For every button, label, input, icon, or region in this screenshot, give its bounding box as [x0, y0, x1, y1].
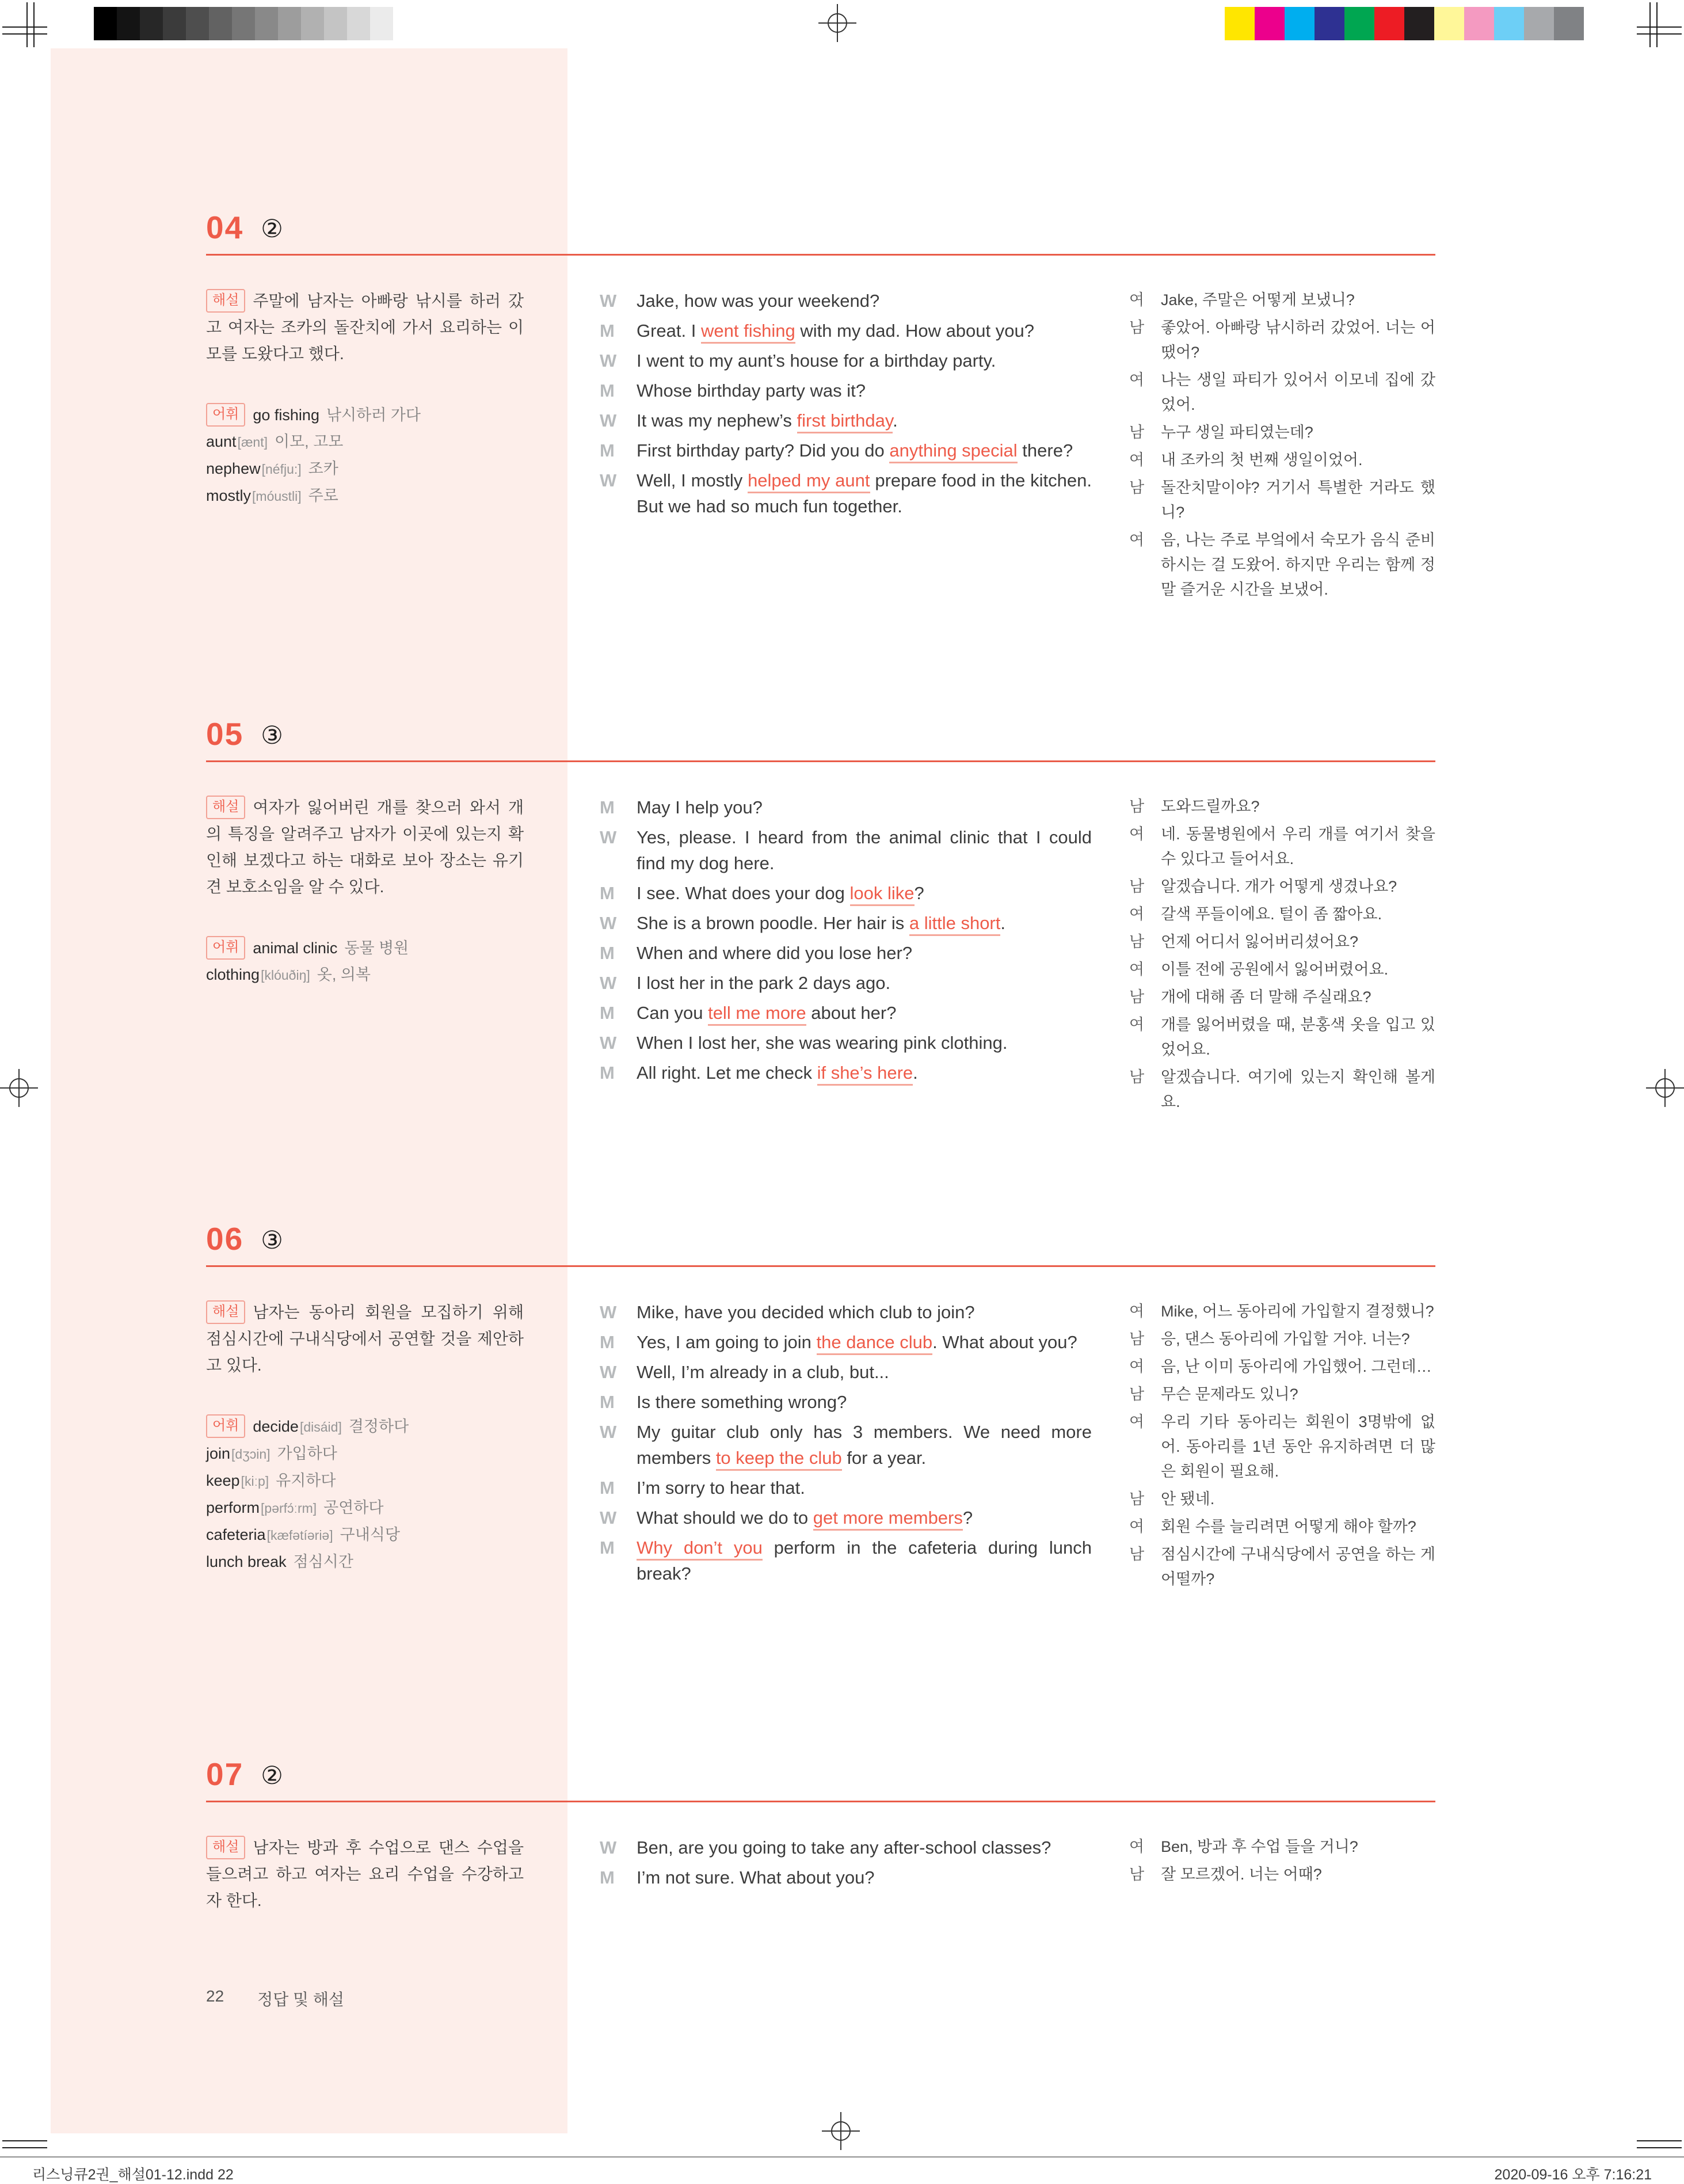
- vocab-word: lunch break: [206, 1553, 287, 1570]
- answer-number: ②: [261, 215, 283, 243]
- translation-row: [1129, 528, 1435, 602]
- translation-column: [1129, 1299, 1435, 1595]
- translation-text: 내 조카의 첫 번째 생일이었어.: [1161, 451, 1363, 469]
- dialogue-text: Yes, I am going to join the dance club. What about you?: [637, 1329, 1092, 1355]
- vocab-pronunciation: [kæfətíəriə]: [266, 1528, 333, 1543]
- translation-text: 응, 댄스 동아리에 가입할 거야. 너는?: [1161, 1330, 1410, 1348]
- translation-speaker: 여: [1129, 451, 1145, 469]
- dialogue-text: I lost her in the park 2 days ago.: [637, 973, 891, 993]
- page-footer: [206, 1987, 344, 2010]
- explanation-text: 해설 주말에 남자는 아빠랑 낚시를 하러 갔고 여자는 조카의 돌잔치에 가서 요리하는 이모를 도왔다고 했다.: [206, 288, 524, 367]
- dialogue-row: [600, 1030, 1092, 1056]
- vocab-entry: [206, 1413, 524, 1440]
- translation-speaker: 남: [1129, 424, 1145, 441]
- section-divider: [206, 1801, 1435, 1802]
- speaker-label: M: [600, 381, 615, 401]
- print-datetime: 2020-09-16 오후 7:16:21: [1494, 2167, 1652, 2183]
- section-heading: [206, 717, 1435, 751]
- section-number: 07: [206, 1756, 244, 1792]
- vocab-entry: [206, 1521, 524, 1548]
- section-divider: [206, 254, 1435, 256]
- vocab-meaning: 유지하다: [276, 1472, 336, 1489]
- speaker-label: W: [600, 913, 617, 933]
- dialogue-row: [600, 1359, 1092, 1385]
- dialogue-row: [600, 824, 1092, 876]
- speaker-label: W: [600, 1362, 617, 1382]
- translation-row: [1129, 448, 1435, 473]
- translation-text: 안 됐네.: [1161, 1490, 1215, 1508]
- translation-speaker: 남: [1129, 1068, 1145, 1086]
- section-divider: [206, 1265, 1435, 1267]
- translation-text: 음, 나는 주로 부엌에서 숙모가 음식 준비하시는 걸 도왔어. 하지만 우리는 함께 정말 즐거운 시간을 보냈어.: [1161, 531, 1435, 598]
- dialogue-text: My guitar club only has 3 members. We need more members to keep the club for a year.: [637, 1419, 1092, 1471]
- translation-speaker: 남: [1129, 1386, 1145, 1403]
- translation-speaker: 여: [1129, 1358, 1145, 1375]
- translation-speaker: 여: [1129, 531, 1145, 549]
- translation-text: 음, 난 이미 동아리에 가입했어. 그런데…: [1161, 1358, 1432, 1375]
- vocab-meaning: 주로: [308, 487, 338, 504]
- dialogue-row: [600, 437, 1092, 463]
- answer-number: ②: [261, 1762, 283, 1790]
- dialogue-column: [600, 1835, 1092, 1914]
- vocab-list: [206, 935, 524, 988]
- translation-row: [1129, 902, 1435, 927]
- translation-speaker: 여: [1129, 905, 1145, 923]
- section-06: [206, 1222, 1435, 1595]
- highlighted-phrase: the dance club: [817, 1332, 933, 1355]
- translation-row: [1129, 1327, 1435, 1352]
- translation-speaker: 여: [1129, 1838, 1145, 1855]
- translation-row: [1129, 1835, 1435, 1859]
- speaker-label: W: [600, 1302, 617, 1322]
- dialogue-text: Jake, how was your weekend?: [637, 291, 880, 311]
- translation-text: 회원 수를 늘리려면 어떻게 해야 할까?: [1161, 1518, 1416, 1535]
- dialogue-text: Well, I mostly helped my aunt prepare food in the kitchen. But we had so much fun together.: [637, 470, 1092, 516]
- vocab-meaning: 점심시간: [293, 1553, 353, 1570]
- vocab-word: mostly: [206, 487, 252, 504]
- dialogue-row: [600, 1329, 1092, 1355]
- answer-number: ③: [261, 722, 283, 749]
- translation-speaker: 여: [1129, 1016, 1145, 1033]
- explanation-tag: 해설: [206, 289, 245, 313]
- translation-row: [1129, 1862, 1435, 1887]
- vocab-meaning: 결정하다: [348, 1418, 409, 1435]
- speaker-label: W: [600, 291, 617, 311]
- highlighted-phrase: anything special: [889, 440, 1017, 463]
- vocab-list: [206, 402, 524, 509]
- translation-column: [1129, 288, 1435, 605]
- translation-speaker: 남: [1129, 798, 1145, 815]
- translation-row: [1129, 368, 1435, 417]
- speaker-label: W: [600, 973, 617, 993]
- translation-row: [1129, 957, 1435, 982]
- section-divider: [206, 760, 1435, 762]
- translation-text: 무슨 문제라도 있니?: [1161, 1386, 1298, 1403]
- translation-row: [1129, 1542, 1435, 1592]
- vocab-meaning: 공연하다: [323, 1499, 384, 1516]
- speaker-label: W: [600, 1508, 617, 1528]
- dialogue-text: When and where did you lose her?: [637, 943, 913, 963]
- trim-mark: [2, 33, 47, 35]
- dialogue-column: [600, 288, 1092, 605]
- translation-text: Jake, 주말은 어떻게 보냈니?: [1161, 291, 1355, 309]
- dialogue-row: [600, 348, 1092, 374]
- section-number: 04: [206, 210, 244, 245]
- trim-mark: [2, 2147, 47, 2148]
- translation-text: 이틀 전에 공원에서 잃어버렸어요.: [1161, 961, 1389, 978]
- translation-speaker: 남: [1129, 1866, 1145, 1883]
- translation-text: Ben, 방과 후 수업 들을 거니?: [1161, 1838, 1358, 1855]
- translation-row: [1129, 1354, 1435, 1379]
- dialogue-row: [600, 1389, 1092, 1415]
- vocab-word: clothing: [206, 966, 260, 983]
- dialogue-row: [600, 318, 1092, 344]
- speaker-label: M: [600, 1867, 615, 1888]
- vocab-entry: [206, 402, 524, 428]
- translation-text: 개를 잃어버렸을 때, 분홍색 옷을 입고 있었어요.: [1161, 1016, 1435, 1058]
- speaker-label: M: [600, 440, 615, 461]
- section-number: 06: [206, 1221, 244, 1257]
- speaker-label: M: [600, 1478, 615, 1498]
- print-filename: 리스닝큐2권_해설01-12.indd 22: [32, 2167, 234, 2183]
- vocab-meaning: 가입하다: [277, 1445, 337, 1462]
- translation-row: [1129, 794, 1435, 819]
- translation-row: [1129, 315, 1435, 365]
- translation-row: [1129, 1013, 1435, 1062]
- translation-speaker: 여: [1129, 825, 1145, 843]
- speaker-label: M: [600, 321, 615, 341]
- translation-text: 좋았어. 아빠랑 낚시하러 갔었어. 너는 어땠어?: [1161, 319, 1435, 361]
- dialogue-row: [600, 1835, 1092, 1860]
- vocab-word: perform: [206, 1499, 260, 1516]
- vocab-tag: 어휘: [206, 1414, 245, 1438]
- translation-speaker: 남: [1129, 1330, 1145, 1348]
- explanation-tag: 해설: [206, 796, 245, 819]
- dialogue-text: Ben, are you going to take any after-school classes?: [637, 1837, 1051, 1858]
- translation-text: 돌잔치말이야? 거기서 특별한 거라도 했니?: [1161, 479, 1435, 521]
- speaker-label: M: [600, 943, 615, 963]
- dialogue-row: [600, 1865, 1092, 1890]
- speaker-label: M: [600, 1392, 615, 1412]
- vocab-pronunciation: [néfju:]: [261, 462, 302, 477]
- speaker-label: M: [600, 883, 615, 903]
- trim-mark: [33, 2, 35, 47]
- translation-text: 나는 생일 파티가 있어서 이모네 집에 갔었어.: [1161, 371, 1435, 413]
- explanation-column: [206, 1835, 524, 1914]
- dialogue-row: [600, 1535, 1092, 1586]
- dialogue-column: [600, 794, 1092, 1117]
- section-heading: [206, 1222, 1435, 1256]
- vocab-entry: [206, 935, 524, 961]
- vocab-word: aunt: [206, 433, 237, 450]
- dialogue-text: Yes, please. I heard from the animal clinic that I could find my dog here.: [637, 827, 1092, 873]
- dialogue-row: [600, 1060, 1092, 1086]
- trim-mark: [2, 2140, 47, 2141]
- translation-speaker: 여: [1129, 1303, 1145, 1320]
- explanation-column: [206, 794, 524, 1117]
- vocab-word: join: [206, 1445, 231, 1462]
- translation-row: [1129, 1410, 1435, 1484]
- highlighted-phrase: Why don’t you: [637, 1538, 763, 1561]
- dialogue-text: Great. I went fishing with my dad. How about you?: [637, 318, 1092, 344]
- translation-speaker: 여: [1129, 1518, 1145, 1535]
- speaker-label: W: [600, 1033, 617, 1053]
- dialogue-text: Can you tell me more about her?: [637, 1000, 1092, 1026]
- section-07: [206, 1757, 1435, 1914]
- dialogue-text: First birthday party? Did you do anything special there?: [637, 437, 1092, 463]
- translation-text: 잘 모르겠어. 너는 어때?: [1161, 1866, 1322, 1883]
- vocab-entry: [206, 1548, 524, 1575]
- vocab-list: [206, 1413, 524, 1575]
- explanation-column: [206, 1299, 524, 1595]
- trim-mark: [1649, 2, 1651, 47]
- translation-speaker: 여: [1129, 1413, 1145, 1430]
- translation-text: 알겠습니다. 개가 어떻게 생겼나요?: [1161, 878, 1397, 895]
- vocab-meaning: 조카: [308, 460, 338, 477]
- translation-row: [1129, 1382, 1435, 1407]
- dialogue-text: May I help you?: [637, 797, 763, 817]
- vocab-meaning: 이모, 고모: [274, 433, 344, 450]
- translation-speaker: 남: [1129, 1546, 1145, 1563]
- trim-mark: [2, 26, 47, 28]
- trim-mark: [1637, 33, 1682, 35]
- explanation-text: 해설 남자는 방과 후 수업으로 댄스 수업을 들으려고 하고 여자는 요리 수업을 수강하고자 한다.: [206, 1835, 524, 1914]
- trim-mark: [1637, 2140, 1682, 2141]
- highlighted-phrase: helped my aunt: [748, 470, 870, 493]
- section-body: [206, 1835, 1435, 1914]
- section-05: [206, 717, 1435, 1117]
- translation-row: [1129, 1065, 1435, 1114]
- translation-text: 도와드릴까요?: [1161, 798, 1260, 815]
- highlighted-phrase: tell me more: [708, 1003, 806, 1026]
- translation-row: [1129, 1487, 1435, 1512]
- answer-number: ③: [261, 1227, 283, 1254]
- vocab-word: decide: [253, 1418, 299, 1435]
- translation-row: [1129, 930, 1435, 954]
- speaker-label: W: [600, 1837, 617, 1858]
- highlighted-phrase: get more members: [813, 1508, 963, 1531]
- explanation-tag: 해설: [206, 1300, 245, 1324]
- dialogue-text: I’m sorry to hear that.: [637, 1478, 805, 1498]
- section-number: 05: [206, 716, 244, 752]
- print-rule: [0, 2156, 1684, 2158]
- speaker-label: M: [600, 1538, 615, 1558]
- translation-row: [1129, 288, 1435, 313]
- dialogue-row: [600, 1475, 1092, 1501]
- vocab-entry: [206, 1494, 524, 1521]
- translation-row: [1129, 1299, 1435, 1324]
- dialogue-row: [600, 467, 1092, 519]
- translation-text: 알겠습니다. 여기에 있는지 확인해 볼게요.: [1161, 1068, 1435, 1110]
- translation-speaker: 남: [1129, 1490, 1145, 1508]
- dialogue-row: [600, 1299, 1092, 1325]
- highlighted-phrase: went fishing: [701, 321, 795, 344]
- highlighted-phrase: look like: [850, 883, 915, 906]
- translation-speaker: 남: [1129, 319, 1145, 336]
- dialogue-text: What should we do to get more members?: [637, 1505, 1092, 1531]
- translation-speaker: 여: [1129, 371, 1145, 389]
- translation-row: [1129, 822, 1435, 872]
- dialogue-row: [600, 1419, 1092, 1471]
- dialogue-text: All right. Let me check if she’s here.: [637, 1060, 1092, 1086]
- footer-label: 정답 및 해설: [257, 1991, 344, 2008]
- translation-text: Mike, 어느 동아리에 가입할지 결정했니?: [1161, 1303, 1434, 1320]
- translation-speaker: 남: [1129, 988, 1145, 1006]
- explanation-tag: 해설: [206, 1836, 245, 1859]
- vocab-entry: [206, 961, 524, 988]
- vocab-entry: [206, 482, 524, 509]
- trim-mark: [26, 2, 28, 47]
- dialogue-text: Mike, have you decided which club to join?: [637, 1302, 975, 1322]
- vocab-entry: [206, 455, 524, 482]
- translation-text: 네. 동물병원에서 우리 개를 여기서 찾을 수 있다고 들어서요.: [1161, 825, 1435, 867]
- translation-text: 점심시간에 구내식당에서 공연을 하는 게 어떨까?: [1161, 1546, 1435, 1588]
- dialogue-row: [600, 970, 1092, 996]
- dialogue-row: [600, 1505, 1092, 1531]
- dialogue-text: Whose birthday party was it?: [637, 381, 866, 401]
- section-body: [206, 288, 1435, 605]
- dialogue-text: Why don’t you perform in the cafeteria during lunch break?: [637, 1538, 1092, 1584]
- explanation-column: [206, 288, 524, 605]
- dialogue-row: [600, 378, 1092, 404]
- explanation-text: 해설 남자는 동아리 회원을 모집하기 위해 점심시간에 구내식당에서 공연할 것을 제안하고 있다.: [206, 1299, 524, 1379]
- translation-row: [1129, 420, 1435, 445]
- vocab-entry: [206, 428, 524, 455]
- section-body: [206, 1299, 1435, 1595]
- dialogue-row: [600, 910, 1092, 936]
- highlighted-phrase: if she’s here: [817, 1063, 913, 1086]
- vocab-meaning: 동물 병원: [344, 939, 409, 957]
- section-04: [206, 210, 1435, 605]
- dialogue-row: [600, 880, 1092, 906]
- dialogue-text: Is there something wrong?: [637, 1392, 847, 1412]
- highlighted-phrase: a little short: [909, 913, 1001, 936]
- dialogue-text: She is a brown poodle. Her hair is a little short.: [637, 910, 1092, 936]
- dialogue-text: Well, I’m already in a club, but...: [637, 1362, 889, 1382]
- speaker-label: W: [600, 410, 617, 431]
- vocab-pronunciation: [móustli]: [252, 489, 302, 504]
- translation-text: 우리 기타 동아리는 회원이 3명밖에 없어. 동아리를 1년 동안 유지하려면 더 많은 회원이 필요해.: [1161, 1413, 1435, 1480]
- vocab-pronunciation: [kiːp]: [241, 1474, 269, 1489]
- dialogue-row: [600, 940, 1092, 966]
- speaker-label: W: [600, 470, 617, 490]
- dialogue-text: It was my nephew’s first birthday.: [637, 408, 1092, 433]
- translation-text: 언제 어디서 잃어버리셨어요?: [1161, 933, 1359, 950]
- vocab-meaning: 옷, 의복: [317, 966, 371, 983]
- trim-mark: [1656, 2, 1658, 47]
- vocab-word: keep: [206, 1472, 240, 1489]
- vocab-pronunciation: [pərfɔ́ːrm]: [261, 1501, 317, 1516]
- translation-column: [1129, 1835, 1435, 1914]
- dialogue-row: [600, 288, 1092, 314]
- dialogue-text: I see. What does your dog look like?: [637, 880, 1092, 906]
- translation-text: 개에 대해 좀 더 말해 주실래요?: [1161, 988, 1371, 1006]
- vocab-pronunciation: [klóuðiŋ]: [261, 968, 310, 983]
- trim-mark: [1637, 2147, 1682, 2148]
- translation-row: [1129, 874, 1435, 899]
- vocab-meaning: 낚시하러 가다: [326, 406, 421, 424]
- vocab-pronunciation: [dʒɔin]: [231, 1447, 270, 1462]
- vocab-tag: 어휘: [206, 936, 245, 960]
- translation-text: 갈색 푸들이에요. 털이 좀 짧아요.: [1161, 905, 1382, 923]
- speaker-label: M: [600, 1063, 615, 1083]
- vocab-meaning: 구내식당: [340, 1526, 400, 1543]
- trim-mark: [1637, 26, 1682, 28]
- speaker-label: M: [600, 1332, 615, 1352]
- dialogue-row: [600, 794, 1092, 820]
- explanation-text: 해설 여자가 잃어버린 개를 찾으러 와서 개의 특징을 알려주고 남자가 이곳에 있는지 확인해 보겠다고 하는 대화로 보아 장소는 유기견 보호소임을 알 수 있다.: [206, 794, 524, 900]
- vocab-pronunciation: [ænt]: [237, 435, 268, 450]
- speaker-label: M: [600, 1003, 615, 1023]
- section-heading: [206, 210, 1435, 245]
- vocab-tag: 어휘: [206, 403, 245, 427]
- section-heading: [206, 1757, 1435, 1791]
- vocab-word: cafeteria: [206, 1526, 266, 1543]
- translation-row: [1129, 475, 1435, 525]
- section-body: [206, 794, 1435, 1117]
- translation-speaker: 남: [1129, 479, 1145, 496]
- vocab-word: animal clinic: [253, 939, 338, 957]
- dialogue-row: [600, 1000, 1092, 1026]
- translation-row: [1129, 1515, 1435, 1539]
- speaker-label: W: [600, 1422, 617, 1442]
- translation-row: [1129, 985, 1435, 1010]
- vocab-pronunciation: [disáid]: [299, 1420, 342, 1435]
- page-number: 22: [206, 1987, 224, 2005]
- dialogue-text: When I lost her, she was wearing pink clothing.: [637, 1033, 1008, 1053]
- dialogue-text: I went to my aunt’s house for a birthday party.: [637, 351, 996, 371]
- translation-text: 누구 생일 파티였는데?: [1161, 424, 1313, 441]
- dialogue-column: [600, 1299, 1092, 1595]
- speaker-label: W: [600, 351, 617, 371]
- vocab-entry: [206, 1440, 524, 1467]
- highlighted-phrase: to keep the club: [716, 1448, 842, 1471]
- translation-column: [1129, 794, 1435, 1117]
- highlighted-phrase: first birthday: [797, 410, 893, 433]
- dialogue-text: I’m not sure. What about you?: [637, 1867, 875, 1888]
- translation-speaker: 남: [1129, 933, 1145, 950]
- translation-speaker: 여: [1129, 961, 1145, 978]
- dialogue-row: [600, 408, 1092, 433]
- vocab-word: nephew: [206, 460, 261, 477]
- translation-speaker: 남: [1129, 878, 1145, 895]
- translation-speaker: 여: [1129, 291, 1145, 309]
- speaker-label: W: [600, 827, 617, 847]
- vocab-entry: [206, 1467, 524, 1494]
- vocab-word: go fishing: [253, 406, 319, 424]
- speaker-label: M: [600, 797, 615, 817]
